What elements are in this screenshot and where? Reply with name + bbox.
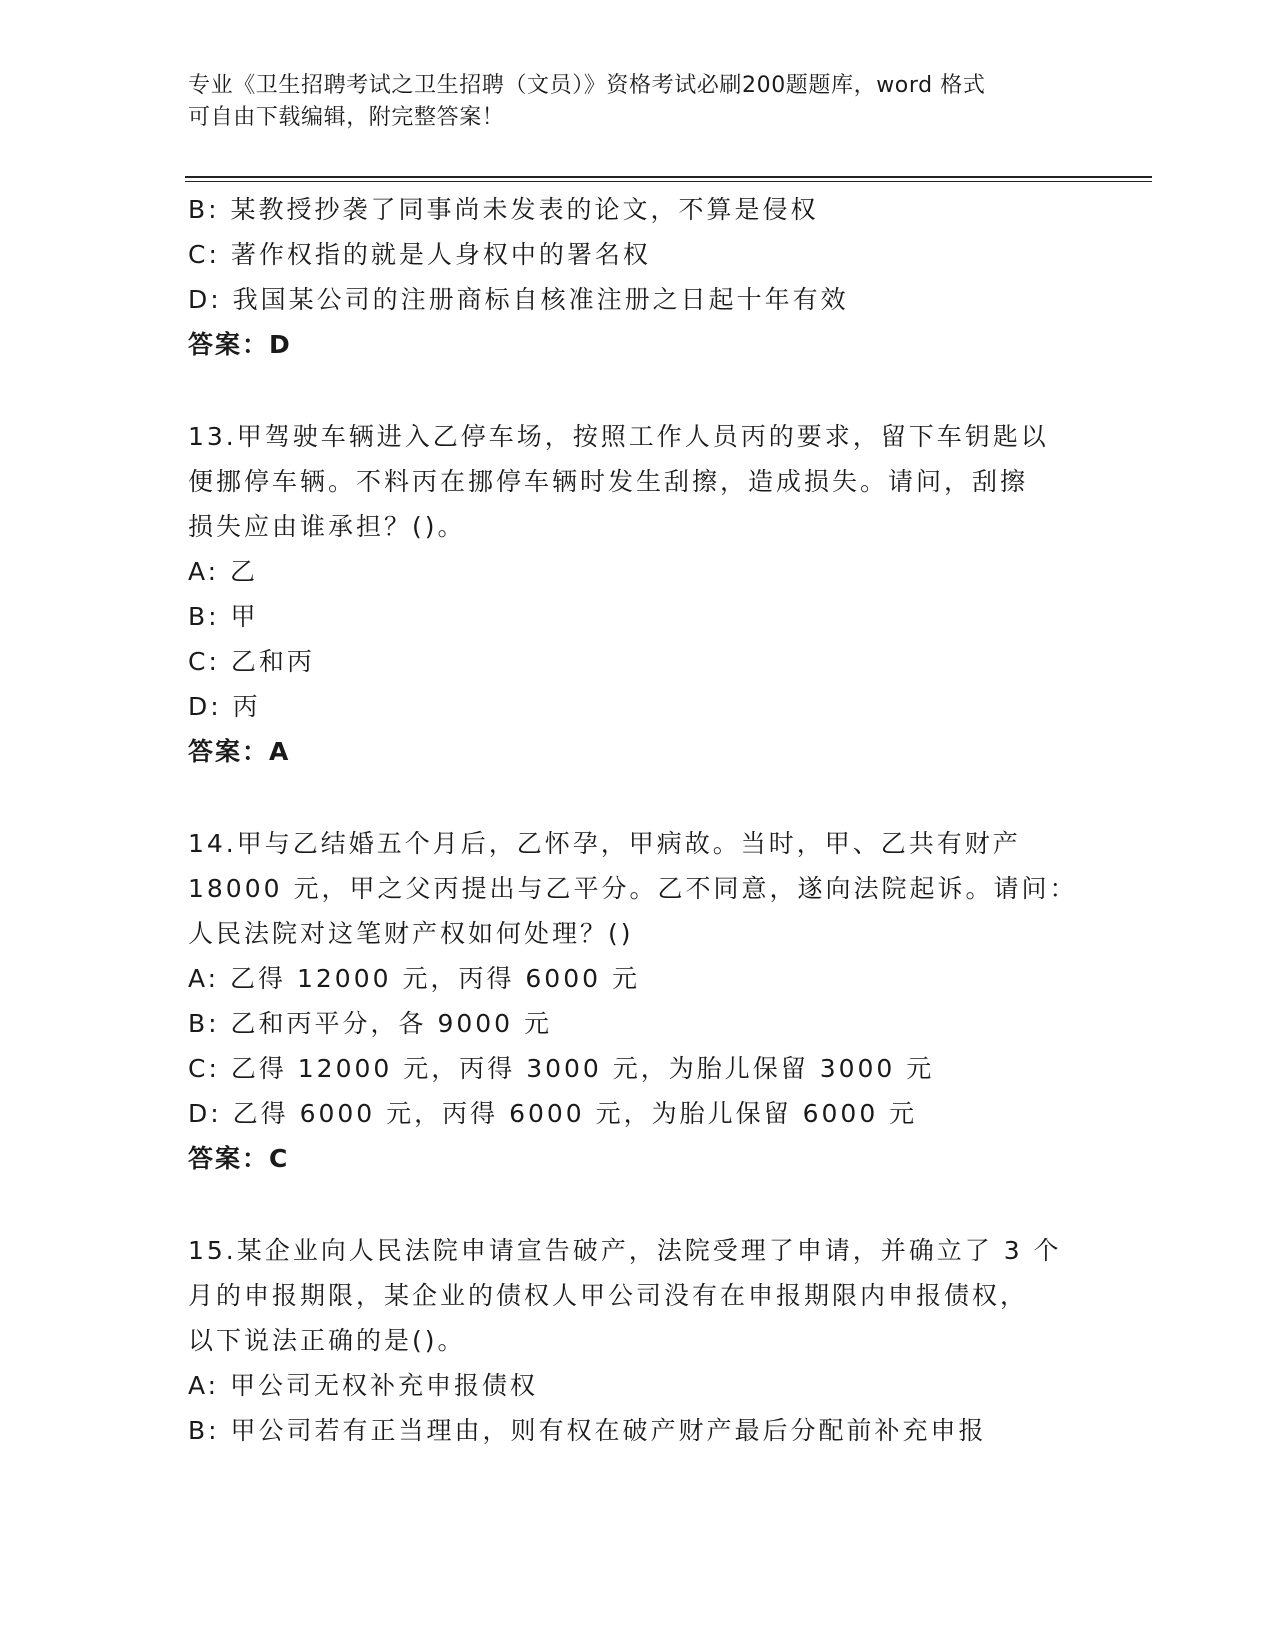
option-b: B: 甲 bbox=[188, 602, 259, 631]
spacer bbox=[188, 774, 1088, 821]
question-stem-line: 18000 元，甲之父丙提出与乙平分。乙不同意，遂向法院起诉。请问： bbox=[188, 874, 1078, 903]
question-stem-line: 月的申报期限，某企业的债权人甲公司没有在申报期限内申报债权， bbox=[188, 1281, 1029, 1310]
question-stem-line: 便挪停车辆。不料丙在挪停车辆时发生刮擦，造成损失。请问，刮擦 bbox=[188, 467, 1029, 496]
spacer bbox=[188, 367, 1088, 414]
question-stem-line: 15.某企业向人民法院申请宣告破产，法院受理了申请，并确立了 3 个 bbox=[188, 1236, 1062, 1265]
question-13 bbox=[188, 414, 1088, 774]
header-line-2: 可自由下载编辑，附完整答案！ bbox=[188, 105, 505, 130]
option-a: A: 甲公司无权补充申报债权 bbox=[188, 1371, 539, 1400]
answer: 答案：A bbox=[188, 737, 291, 766]
answer: 答案：C bbox=[188, 1144, 290, 1173]
option-d: D: 我国某公司的注册商标自核准注册之日起十年有效 bbox=[188, 285, 849, 314]
option-d: D: 丙 bbox=[188, 692, 261, 721]
question-stem-line: 13.甲驾驶车辆进入乙停车场，按照工作人员丙的要求，留下车钥匙以 bbox=[188, 422, 1049, 451]
question-stem-line: 损失应由谁承担？()。 bbox=[188, 512, 466, 541]
document-header bbox=[188, 70, 1088, 134]
option-c: C: 乙和丙 bbox=[188, 647, 315, 676]
option-c: C: 著作权指的就是人身权中的署名权 bbox=[188, 240, 651, 269]
answer: 答案：D bbox=[188, 330, 292, 359]
question-stem-line: 14.甲与乙结婚五个月后，乙怀孕，甲病故。当时，甲、乙共有财产 bbox=[188, 829, 1021, 858]
option-b: B: 乙和丙平分，各 9000 元 bbox=[188, 1009, 553, 1038]
option-b: B: 某教授抄袭了同事尚未发表的论文，不算是侵权 bbox=[188, 195, 819, 224]
option-d: D: 乙得 6000 元，丙得 6000 元，为胎儿保留 6000 元 bbox=[188, 1099, 918, 1128]
spacer bbox=[188, 1181, 1088, 1228]
option-a: A: 乙得 12000 元，丙得 6000 元 bbox=[188, 964, 640, 993]
option-a: A: 乙 bbox=[188, 557, 259, 586]
option-c: C: 乙得 12000 元，丙得 3000 元，为胎儿保留 3000 元 bbox=[188, 1054, 935, 1083]
question-stem-line: 以下说法正确的是()。 bbox=[188, 1326, 466, 1355]
header-line-1: 专业《卫生招聘考试之卫生招聘（文员）》资格考试必刷200题题库，word 格式 bbox=[188, 73, 986, 98]
question-15 bbox=[188, 1228, 1088, 1453]
question-stem-line: 人民法院对这笔财产权如何处理？() bbox=[188, 919, 634, 948]
question-14 bbox=[188, 821, 1088, 1181]
option-b: B: 甲公司若有正当理由，则有权在破产财产最后分配前补充申报 bbox=[188, 1416, 987, 1445]
header-divider bbox=[185, 176, 1152, 182]
question-12-tail bbox=[188, 187, 1088, 367]
question-content bbox=[188, 187, 1088, 1453]
